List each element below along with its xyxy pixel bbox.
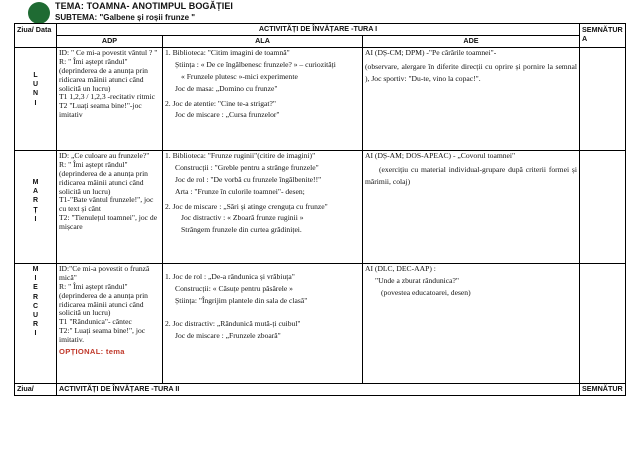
adp-cell-monday — [57, 47, 163, 150]
subtheme-title: SUBTEMA: "Galbene și roșii frunze " — [55, 13, 196, 22]
theme-title: TEMA: TOAMNA- ANOTIMPUL BOGĂȚIEI — [55, 1, 234, 11]
adp-item: R: " Îmi aștept rândul" (deprinderea de a anunța prin ridicarea mâinii atunci când solicită un lucru) — [59, 159, 148, 196]
ala-item: 1. Biblioteca: "Frunze ruginii"(citire de imagini)" — [165, 150, 316, 160]
adp-cell-tuesday — [57, 150, 163, 263]
signature-header: SEMNĂTURA — [580, 24, 626, 48]
day-letter: M — [32, 178, 39, 186]
ade-item: "Unde a zburat rândunica?" — [375, 275, 459, 285]
adp-item: T1-"Bate vântul frunzele!", joc cu text și cânt — [59, 195, 154, 214]
adp-item: T2: "Tienulețul toamnei", joc de mișcare — [59, 213, 158, 232]
day-column-header: Ziua/ Data — [15, 24, 57, 48]
day-letter: M — [32, 265, 39, 273]
theme-bullet-circle — [28, 2, 50, 24]
adp-item: ID: " Ce mi-a povestit vântul ? " — [59, 47, 158, 57]
subheader-row — [15, 36, 626, 48]
footer-day-label: Ziua/ — [15, 383, 57, 395]
footer-signature-header: SEMNĂTUR — [580, 383, 626, 395]
table-row-monday — [15, 47, 626, 150]
adp-item: ID:"Ce mi-a povestit o frunză mică" — [59, 263, 150, 282]
day-cell-monday — [15, 47, 57, 150]
ade-cell-monday — [363, 47, 580, 150]
ala-item: 1. Joc de rol : „De-a rândunica și vrăbiuța" — [165, 271, 295, 281]
adp-item: T2:" Luați seama bine!", joc imitativ. — [59, 326, 146, 345]
day-letter: I — [34, 330, 37, 338]
ala-item: Joc de miscare : „Frunzele zboară" — [175, 330, 281, 340]
day-letter: N — [32, 90, 39, 98]
adp-item: T2 "Luați seama bine!"-joc imitativ — [59, 101, 142, 120]
ala-item: Joc distractiv : « Zboară frunze ruginii » — [181, 213, 304, 223]
adp-item: ID: „Ce culoare au frunzele?" — [59, 150, 150, 160]
ala-item: Joc de rol : "De vorbă cu frunzele îngălbenite!!" — [175, 174, 322, 184]
ade-item: AI (DȘ-CM; DPM) -"Pe cărările toamnei"- — [365, 47, 497, 57]
ala-item: Știința: "Îngrijim plantele din sala de clasă" — [175, 295, 308, 305]
activity-plan-table — [14, 23, 626, 396]
day-cell-tuesday — [15, 150, 57, 263]
ala-cell-monday — [163, 47, 363, 150]
day-cell-wednesday — [15, 263, 57, 383]
day-letter: R — [32, 321, 39, 329]
day-letter: E — [33, 284, 38, 292]
ade-header: ADE — [363, 36, 580, 48]
day-letter: R — [32, 293, 39, 301]
ala-cell-tuesday — [163, 150, 363, 263]
adp-item: R: " Îmi aștept rândul" (deprinderea de a anunța prin ridicarea mâinii atunci când solicită un lucru) — [59, 281, 148, 318]
day-letter: I — [34, 99, 37, 107]
ade-cell-tuesday — [363, 150, 580, 263]
day-letter: I — [34, 215, 37, 223]
day-letter: Ț — [33, 206, 38, 214]
day-letter: U — [32, 311, 39, 319]
ade-cell-wednesday — [363, 263, 580, 383]
adp-cell-wednesday — [57, 263, 163, 383]
table-row-tuesday — [15, 150, 626, 263]
ala-item: Construcții : "Greble pentru a strânge frunzele" — [175, 162, 319, 172]
adp-item: T1 1,2,3 / 1,2,3 -recitativ ritmic — [59, 92, 155, 102]
signature-cell-wednesday — [580, 263, 626, 383]
signature-cell-tuesday — [580, 150, 626, 263]
ala-item: 2. Joc de miscare : „Sări și atinge crenguța cu frunze" — [165, 201, 328, 211]
ala-item: Joc de masa: „Domino cu frunze" — [175, 83, 278, 93]
ala-cell-wednesday — [163, 263, 363, 383]
day-letter: I — [34, 275, 37, 283]
activities-header: ACTIVITĂȚI DE ÎNVĂȚARE -TURA I — [57, 24, 580, 36]
ala-item: « Frunzele plutesc »-mici experimente — [181, 71, 298, 81]
ala-item: Joc de miscare : „Cursa frunzelor" — [175, 110, 280, 120]
day-letter: R — [32, 197, 39, 205]
day-letter: L — [33, 71, 38, 79]
ala-item: Strângem frunzele din curtea grădiniței. — [181, 225, 302, 235]
ala-item: Construcții: « Căsuțe pentru păsărele » — [175, 283, 293, 293]
adp-item: T1 "Rândunica"- cântec — [59, 317, 132, 327]
header-row — [15, 24, 626, 36]
optional-label: OPȚIONAL: tema — [59, 347, 125, 357]
footer-row — [15, 383, 626, 395]
adp-header: ADP — [57, 36, 163, 48]
ade-item: AI (DLC, DEC-AAP) : — [365, 263, 436, 273]
ade-item: (exercițiu cu material individual-grupare după criterii formei și mărimii, colaj) — [365, 164, 577, 186]
ala-item: Știința : « De ce îngălbenesc frunzele? » – curiozități — [175, 59, 336, 69]
ala-item: 1. Biblioteca: "Citim imagini de toamnă" — [165, 47, 290, 57]
day-letter: C — [32, 302, 39, 310]
footer-activities-header: ACTIVITĂȚI DE ÎNVĂȚARE -TURA II — [57, 383, 580, 395]
ala-header: ALA — [163, 36, 363, 48]
adp-item: R: " Îmi aștept rândul" (deprinderea de a anunța prin ridicarea mâinii atunci când solicită un lucru) — [59, 56, 148, 93]
ade-item: (observare, alergare în diferite direcții cu oprire și pornire la semnal ), Joc sportiv: "Du-te, vino la copac!". — [365, 61, 577, 83]
ala-item: Arta : "Frunze în culorile toamnei"- desen; — [175, 186, 305, 196]
ala-item: 2. Joc distractiv: „Rândunică mută-ți cuibul" — [165, 318, 301, 328]
ade-item: (povestea educatoarei, desen) — [381, 287, 471, 297]
day-letter: U — [32, 81, 39, 89]
page-header — [55, 1, 233, 23]
ala-item: 2. Joc de atentie: "Cine te-a strigat?" — [165, 98, 276, 108]
day-letter: A — [32, 188, 39, 196]
table-row-wednesday — [15, 263, 626, 383]
signature-cell-monday — [580, 47, 626, 150]
ade-item: AI (DȘ-AM; DOS-APEAC) - „Covorul toamnei" — [365, 150, 516, 160]
